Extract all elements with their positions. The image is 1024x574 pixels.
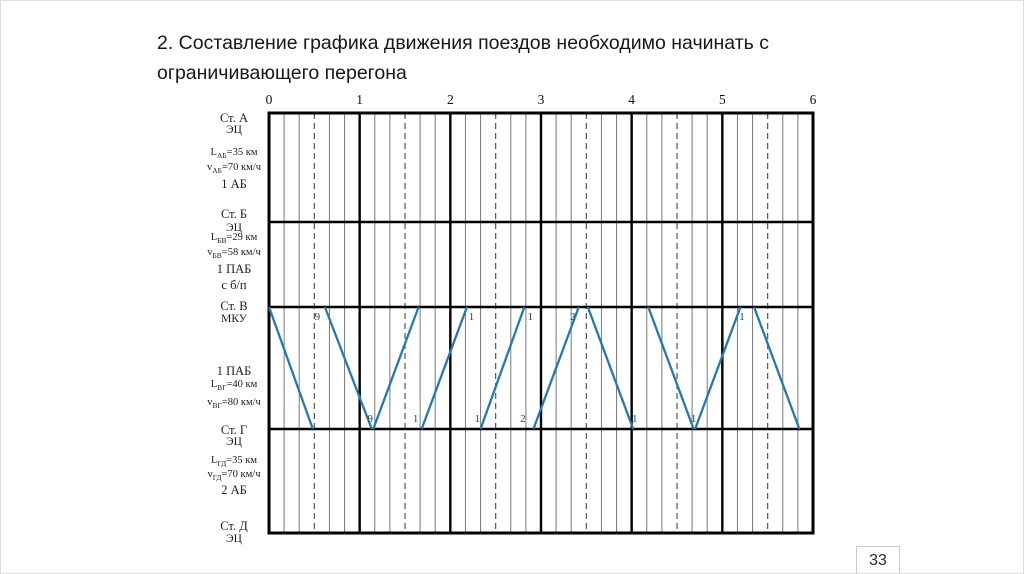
train-number-label: 1 <box>690 413 697 425</box>
hour-label: 2 <box>446 92 454 107</box>
train-number-label: 9 <box>367 413 373 425</box>
train-number-label: 1 <box>631 413 638 425</box>
station-name: Ст. Б <box>220 207 248 221</box>
station-equipment: ЭЦ <box>226 222 242 234</box>
section-info-line: $v_{БВ}=58$ км/ч <box>207 247 261 261</box>
section-info-line: $L_{ГД}=35$ км <box>210 455 257 469</box>
station-name: Ст. А <box>220 111 248 125</box>
page-number-box <box>856 546 900 574</box>
station-name: Ст. В <box>220 299 248 313</box>
train-number-label: 2 <box>520 413 526 425</box>
train-number-label: 2 <box>569 311 576 323</box>
train-line <box>373 307 418 429</box>
station-name: Ст. Г <box>220 423 248 437</box>
train-line <box>481 307 525 429</box>
slide-title: 2. Составление графика движения поездов необходимо начинать с ограничивающего перегона <box>157 32 769 84</box>
section-info-line: 2 АБ <box>221 483 247 497</box>
station-labels-column <box>171 1 297 574</box>
train-line <box>695 307 740 429</box>
train-number-label: 1 <box>474 413 481 425</box>
train-line <box>325 307 372 429</box>
train-number-label: 9 <box>314 311 321 323</box>
section-info-line: $v_{ГД}=70$ км/ч <box>207 469 261 483</box>
station-name: Ст. Д <box>220 519 248 533</box>
train-number-label: 1 <box>468 311 475 323</box>
train-number-label: 1 <box>527 311 534 323</box>
hour-label: 4 <box>628 92 636 107</box>
section-info-line: с б/п <box>221 278 247 292</box>
section-info-line: $L_{БВ}=29$ км <box>210 232 258 246</box>
section-info-line: $v_{АБ}=70$ км/ч <box>207 162 261 176</box>
section-info-line: 1 АБ <box>221 177 247 191</box>
train-number-label: 1 <box>739 311 745 323</box>
section-info-line: 1 ПАБ <box>216 262 252 276</box>
station-equipment: ЭЦ <box>226 436 242 448</box>
hour-label: 6 <box>809 92 817 107</box>
section-info-line: $L_{АБ}=35$ км <box>210 147 258 161</box>
hour-label: 5 <box>718 92 726 107</box>
station-equipment: МКУ <box>221 313 247 325</box>
train-line <box>754 307 799 429</box>
hour-label: 3 <box>537 92 545 107</box>
hour-label: 0 <box>265 92 273 107</box>
section-info-line: $v_{ВГ}=80$ км/ч <box>207 397 261 411</box>
section-info-line: $L_{ВГ}=40$ км <box>210 379 258 393</box>
section-info-line: 1 ПАБ <box>216 364 252 378</box>
train-number-label: 1 <box>412 413 419 425</box>
page-number: 33 <box>869 552 887 569</box>
train-line <box>588 307 633 429</box>
train-line <box>648 307 693 429</box>
train-graph-canvas <box>1 1 1024 574</box>
train-line <box>422 307 467 429</box>
station-equipment: ЭЦ <box>226 124 242 136</box>
hour-label: 1 <box>356 92 364 107</box>
station-equipment: ЭЦ <box>226 533 242 545</box>
